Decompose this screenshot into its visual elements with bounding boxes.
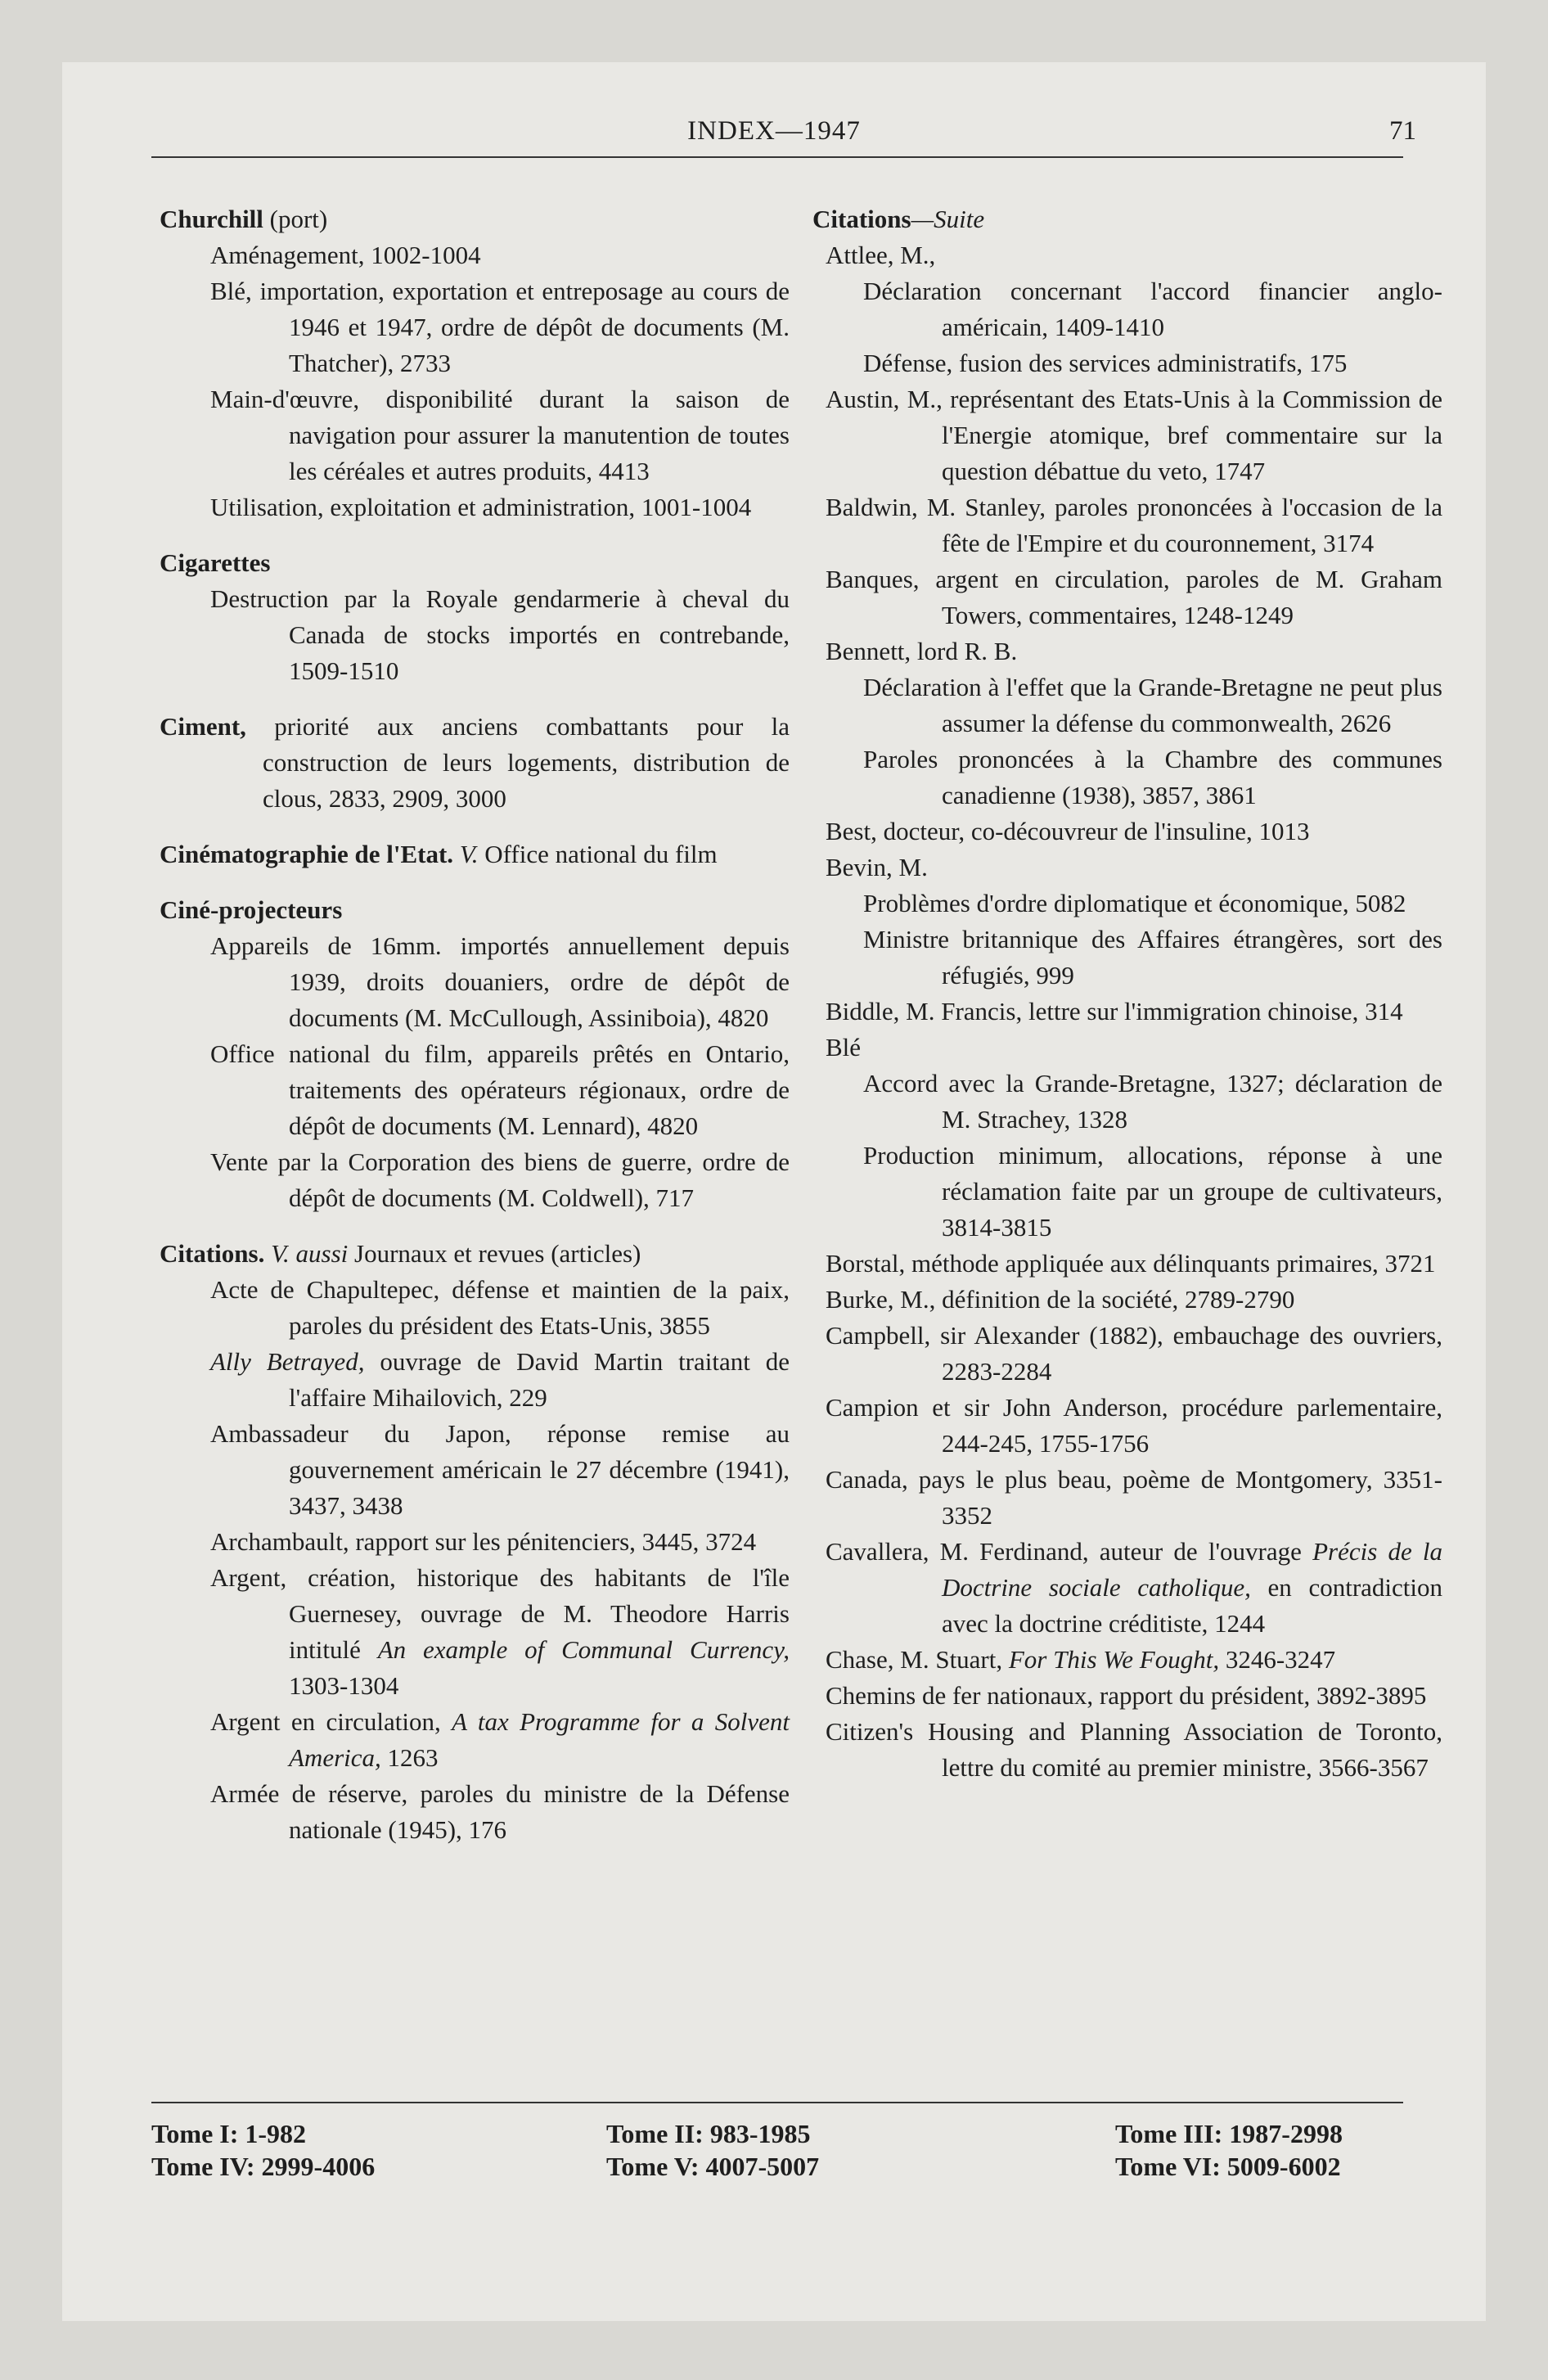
subentry-pages: 1263	[380, 1743, 439, 1772]
index-subentry: Destruction par la Royale gendarmerie à cheval du Canada de stocks importés en contrebande, 1509-1510	[210, 584, 790, 685]
index-entry: Chemins de fer nationaux, rapport du président, 3892-3895	[826, 1681, 1427, 1710]
index-subentry: Déclaration concernant l'accord financier anglo-américain, 1409-1410	[863, 277, 1442, 341]
index-subentry: Vente par la Corporation des biens de guerre, ordre de dépôt de documents (M. Coldwell), 717	[210, 1147, 790, 1212]
left-column	[160, 201, 790, 1848]
index-entry: Burke, M., définition de la société, 2789-2790	[826, 1285, 1295, 1314]
tome-2: Tome II: 983-1985	[606, 2119, 811, 2148]
index-heading	[160, 709, 790, 817]
index-entry: Baldwin, M. Stanley, paroles prononcées à l'occasion de la fête de l'Empire et du couronnement, 3174	[826, 493, 1442, 557]
heading-term: Churchill	[160, 205, 263, 233]
tome-6: Tome VI: 5009-6002	[1115, 2152, 1341, 2181]
index-entry: Campion et sir John Anderson, procédure parlementaire, 244-245, 1755-1756	[826, 1393, 1442, 1458]
work-title: For This We Fought,	[1008, 1645, 1220, 1674]
work-title: Précis de la Doctrine sociale catholique,	[942, 1537, 1442, 1602]
index-heading	[160, 201, 790, 237]
index-subentry: Appareils de 16mm. importés annuellement depuis 1939, droits douaniers, ordre de dépôt de documents (M. McCullough, Assiniboia), 4820	[210, 931, 790, 1032]
tome-5: Tome V: 4007-5007	[606, 2152, 820, 2181]
header-rule	[151, 156, 1403, 158]
index-subentry: Aménagement, 1002-1004	[210, 241, 481, 269]
index-subentry: Problèmes d'ordre diplomatique et économique, 5082	[863, 889, 1406, 917]
index-entry: Canada, pays le plus beau, poème de Montgomery, 3351-3352	[826, 1465, 1442, 1530]
work-title: Ally Betrayed,	[210, 1347, 365, 1376]
heading-qualifier: (port)	[263, 205, 328, 233]
entry-text: Cavallera, M. Ferdinand, auteur de l'ouvrage	[826, 1537, 1313, 1566]
heading-text: Journaux et revues (articles)	[348, 1239, 641, 1268]
index-subentry: Armée de réserve, paroles du ministre de la Défense nationale (1945), 176	[210, 1779, 790, 1844]
see-reference: V.	[453, 840, 479, 868]
index-entry: Citizen's Housing and Planning Association de Toronto, lettre du comité au premier ministre, 3566-3567	[826, 1717, 1442, 1782]
heading-text: priorité aux anciens combattants pour la construction de leurs logements, distribution de clous, 2833, 2909, 3000	[245, 712, 790, 813]
page-number: 71	[1389, 116, 1416, 146]
index-entry: Best, docteur, co-découvreur de l'insuline, 1013	[826, 817, 1310, 845]
right-column	[812, 201, 1442, 1786]
index-subentry	[160, 1560, 790, 1704]
index-entry	[812, 1642, 1442, 1678]
heading-term: Cigarettes	[160, 548, 271, 577]
index-subentry: Archambault, rapport sur les pénitenciers, 3445, 3724	[210, 1527, 757, 1556]
suite-label: —Suite	[911, 205, 985, 233]
index-subentry: Main-d'œuvre, disponibilité durant la saison de navigation pour assurer la manutention de toutes les céréales et autres produits, 4413	[210, 385, 790, 485]
index-heading	[160, 892, 790, 928]
tome-1: Tome I: 1-982	[151, 2119, 307, 2148]
index-subentry: Office national du film, appareils prêtés en Ontario, traitements des opérateurs régionaux, ordre de dépôt de documents (M. Lennard), 4820	[210, 1039, 790, 1140]
index-subentry: Utilisation, exploitation et administration, 1001-1004	[210, 493, 752, 521]
index-subentry	[160, 1704, 790, 1776]
index-heading	[160, 836, 790, 872]
work-title: A tax Programme for a Solvent America,	[289, 1707, 790, 1772]
subentry-text: Argent en circulation,	[210, 1707, 452, 1736]
heading-text: Office national du film	[478, 840, 718, 868]
index-heading	[160, 1236, 790, 1272]
entry-pages: 3246-3247	[1219, 1645, 1336, 1674]
index-entry: Attlee, M.,	[826, 241, 936, 269]
volume-footer	[151, 2116, 1403, 2198]
heading-term: Cinématographie de l'Etat.	[160, 840, 454, 868]
index-subentry: Ambassadeur du Japon, réponse remise au gouvernement américain le 27 décembre (1941), 3437, 3438	[210, 1419, 790, 1520]
footer-rule	[151, 2102, 1403, 2103]
index-entry: Campbell, sir Alexander (1882), embauchage des ouvriers, 2283-2284	[826, 1321, 1442, 1386]
page-sheet	[62, 62, 1486, 2321]
index-entry: Bevin, M.	[826, 853, 928, 881]
index-subentry: Blé, importation, exportation et entreposage au cours de 1946 et 1947, ordre de dépôt de documents (M. Thatcher), 2733	[210, 277, 790, 377]
entry-text: en contradiction avec la doctrine créditiste, 1244	[942, 1573, 1442, 1638]
continued-heading	[812, 201, 1442, 237]
work-title: An example of Communal Currency,	[377, 1635, 790, 1664]
subentry-text: ouvrage de David Martin traitant de l'affaire Mihailovich, 229	[289, 1347, 790, 1412]
index-entry: Bennett, lord R. B.	[826, 637, 1018, 665]
heading-term: Citations.	[160, 1239, 265, 1268]
index-heading	[160, 545, 790, 581]
index-subentry: Production minimum, allocations, réponse à une réclamation faite par un groupe de cultivateurs, 3814-3815	[863, 1141, 1442, 1242]
running-title: INDEX—1947	[687, 116, 861, 146]
index-subentry: Défense, fusion des services administratifs, 175	[863, 349, 1348, 377]
see-reference: V. aussi	[264, 1239, 349, 1268]
index-subentry: Accord avec la Grande-Bretagne, 1327; déclaration de M. Strachey, 1328	[863, 1069, 1442, 1134]
tome-3: Tome III: 1987-2998	[1115, 2119, 1343, 2148]
index-subentry: Déclaration à l'effet que la Grande-Bretagne ne peut plus assumer la défense du commonwealth, 2626	[863, 673, 1442, 737]
heading-term: Ciné-projecteurs	[160, 895, 343, 924]
index-subentry: Acte de Chapultepec, défense et maintien de la paix, paroles du président des Etats-Unis, 3855	[210, 1275, 790, 1340]
index-entry: Blé	[826, 1033, 862, 1062]
index-entry: Biddle, M. Francis, lettre sur l'immigration chinoise, 314	[826, 997, 1403, 1025]
index-entry	[812, 1534, 1442, 1642]
subentry-pages: 1303-1304	[289, 1671, 399, 1700]
index-subentry	[160, 1344, 790, 1416]
heading-term: Ciment,	[160, 712, 246, 741]
index-entry: Borstal, méthode appliquée aux délinquants primaires, 3721	[826, 1249, 1436, 1278]
index-subentry: Ministre britannique des Affaires étrangères, sort des réfugiés, 999	[863, 925, 1442, 989]
subentry-text: Argent, création, historique des habitants de l'île Guernesey, ouvrage de M. Theodore Harris intitulé	[210, 1563, 790, 1664]
tome-4: Tome IV: 2999-4006	[151, 2152, 376, 2181]
entry-text: Chase, M. Stuart,	[826, 1645, 1009, 1674]
index-subentry: Paroles prononcées à la Chambre des communes canadienne (1938), 3857, 3861	[863, 745, 1442, 809]
heading-term: Citations	[812, 205, 911, 233]
index-entry: Austin, M., représentant des Etats-Unis à la Commission de l'Energie atomique, bref commentaire sur la question débattue du veto, 1747	[826, 385, 1442, 485]
index-entry: Banques, argent en circulation, paroles de M. Graham Towers, commentaires, 1248-1249	[826, 565, 1442, 629]
